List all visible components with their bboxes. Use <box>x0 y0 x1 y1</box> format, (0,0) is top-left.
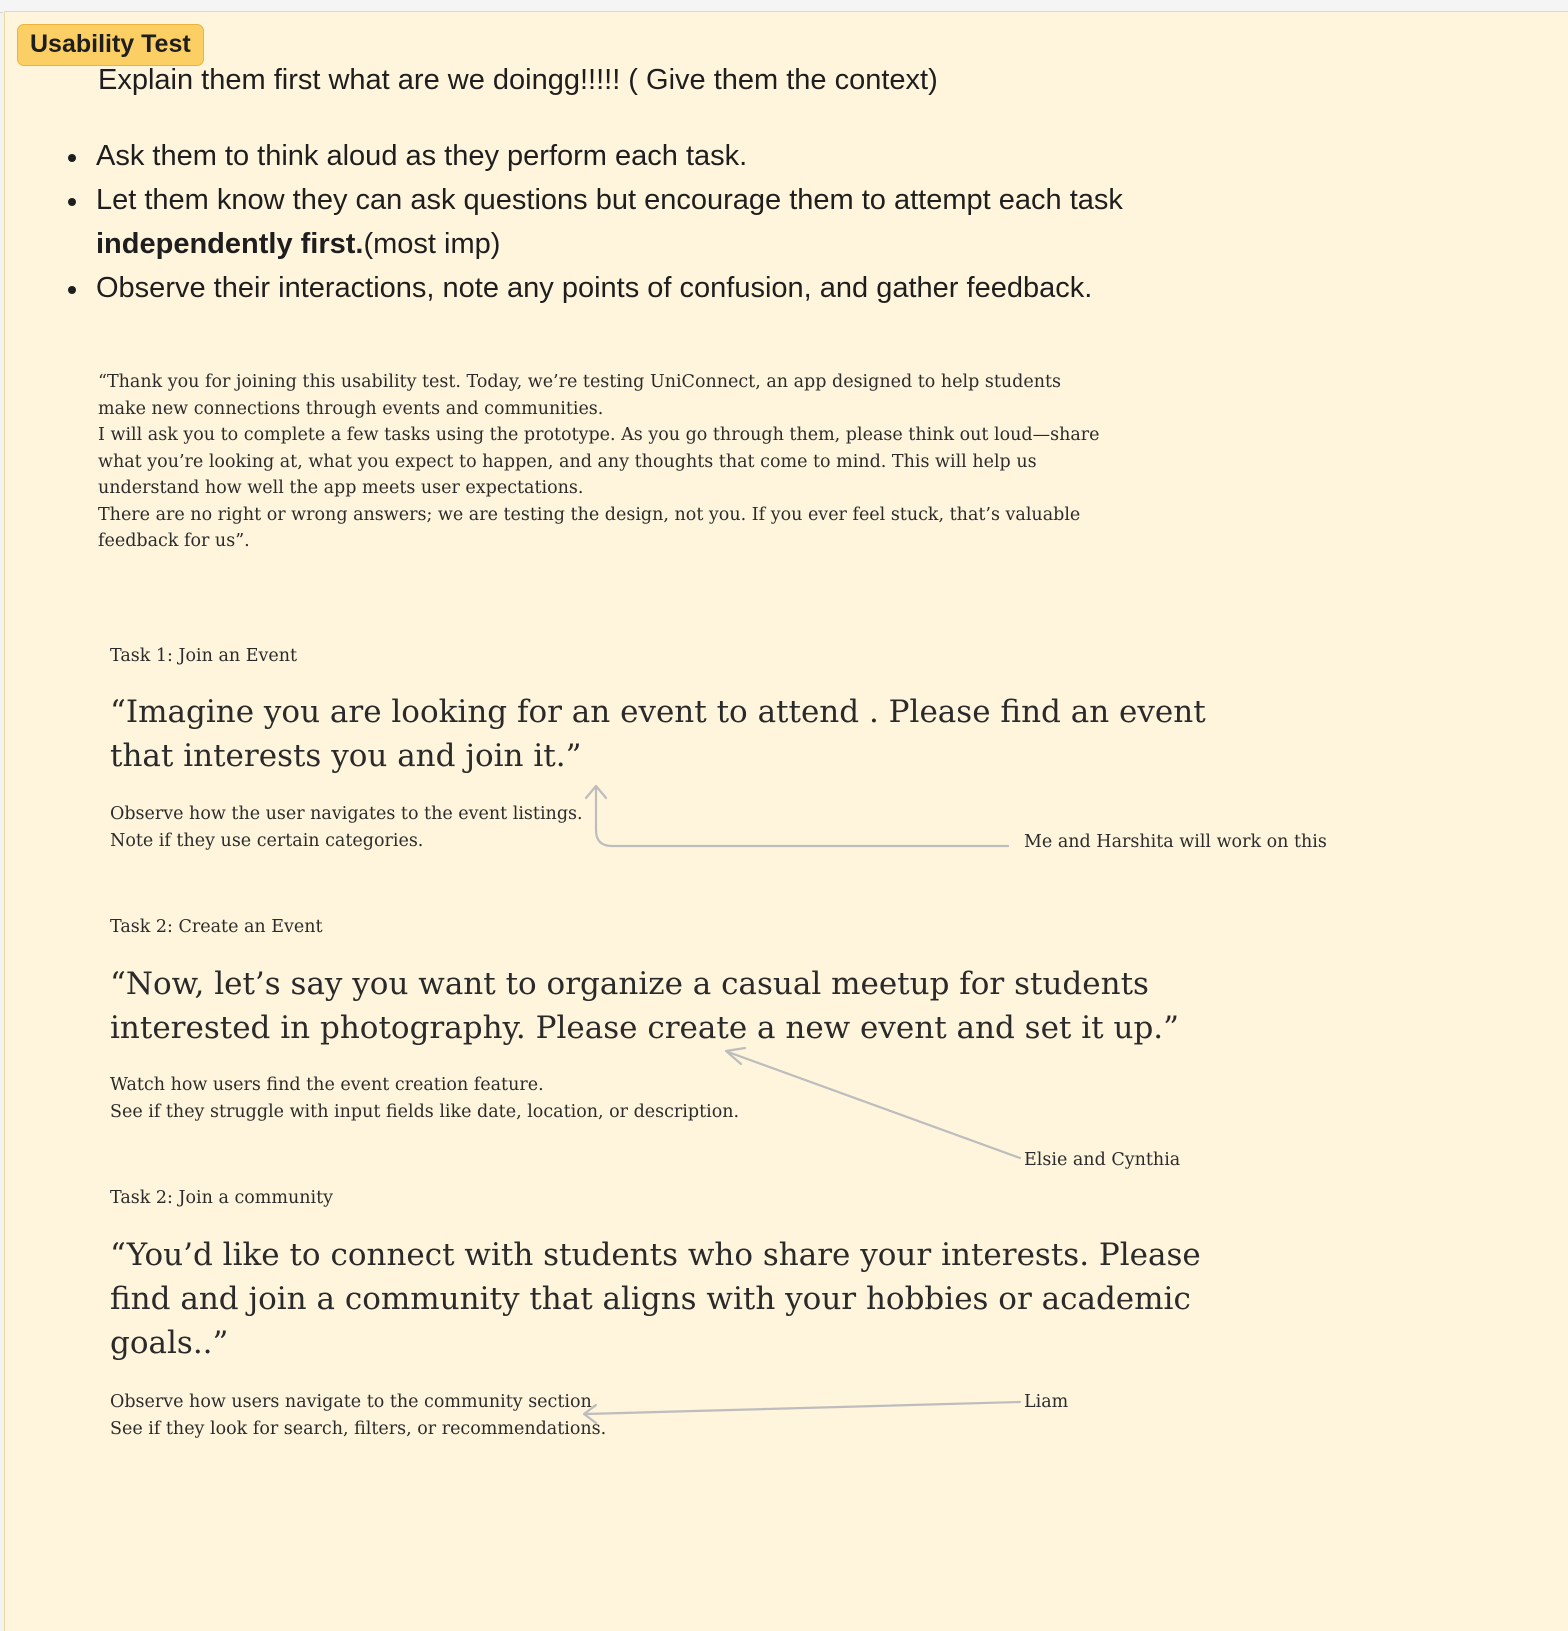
task-3-quote[interactable] <box>110 1233 1201 1365</box>
script-line: what you’re looking at, what you expect to happen, and any thoughts that come to mind. This will help us <box>98 451 1037 472</box>
script-line: There are no right or wrong answers; we are testing the design, not you. If you ever feel stuck, that’s valuable <box>98 504 1081 525</box>
task-quote-line: interested in photography. Please create a new event and set it up.” <box>110 1010 1179 1046</box>
bullet-item <box>62 134 1262 178</box>
script-line: I will ask you to complete a few tasks using the prototype. As you go through them, please think out loud—share <box>98 425 1100 445</box>
bullet-dot-icon <box>68 154 76 162</box>
task-3-notes[interactable] <box>110 1389 606 1442</box>
task-2-notes[interactable] <box>110 1072 739 1125</box>
bullet-dot-icon <box>68 198 76 206</box>
moderator-script-text[interactable] <box>98 369 1100 555</box>
task-1-label[interactable]: Task 1: Join an Event <box>110 646 298 666</box>
task-1-quote[interactable] <box>110 690 1206 778</box>
bullet-text: Ask them to think aloud as they perform each task. <box>96 140 748 172</box>
bullet-text: Observe their interactions, note any points of confusion, and gather feedback. <box>96 272 1093 304</box>
bullet-item <box>62 266 1262 310</box>
task-note-line: See if they struggle with input fields like date, location, or description. <box>110 1101 740 1122</box>
task-2-label[interactable]: Task 2: Create an Event <box>110 917 323 937</box>
bullet-bold-text: independently first. <box>96 228 364 260</box>
instruction-bullet-list[interactable] <box>62 134 1262 310</box>
task-2-assignee[interactable]: Elsie and Cynthia <box>1024 1150 1181 1170</box>
task-quote-line: “Imagine you are looking for an event to attend . Please find an event <box>110 694 1206 730</box>
task-3-label[interactable]: Task 2: Join a community <box>110 1188 334 1208</box>
task-note-line: Observe how users navigate to the community section. <box>110 1392 598 1412</box>
task-note-line: Note if they use certain categories. <box>110 830 424 851</box>
bullet-text: Let them know they can ask questions but encourage them to attempt each task <box>96 184 1123 216</box>
task-quote-line: “Now, let’s say you want to organize a casual meetup for students <box>110 966 1149 1002</box>
task-quote-line: “You’d like to connect with students who share your interests. Please <box>110 1237 1201 1273</box>
section-title-tag[interactable]: Usability Test <box>17 24 204 66</box>
bullet-item <box>62 178 1262 266</box>
script-line: feedback for us”. <box>98 531 250 551</box>
task-note-line: Watch how users find the event creation feature. <box>110 1075 544 1095</box>
task-note-line: See if they look for search, filters, or recommendations. <box>110 1418 607 1439</box>
task-3-assignee[interactable]: Liam <box>1024 1392 1069 1412</box>
task-quote-line: find and join a community that aligns with your hobbies or academic <box>110 1281 1191 1317</box>
script-line: “Thank you for joining this usability test. Today, we’re testing UniConnect, an app designed to help students <box>98 372 1061 392</box>
task-quote-line: goals..” <box>110 1325 229 1361</box>
intro-heading[interactable]: Explain them first what are we doingg!!!!! ( Give them the context) <box>98 64 938 96</box>
bullet-dot-icon <box>68 286 76 294</box>
task-quote-line: that interests you and join it.” <box>110 738 582 774</box>
task-2-quote[interactable] <box>110 962 1179 1050</box>
task-note-line: Observe how the user navigates to the event listings. <box>110 804 583 824</box>
script-line: understand how well the app meets user expectations. <box>98 478 584 498</box>
bullet-suffix-text: (most imp) <box>363 228 501 260</box>
task-1-notes[interactable] <box>110 801 583 854</box>
script-line: make new connections through events and communities. <box>98 398 604 419</box>
task-1-assignee[interactable]: Me and Harshita will work on this <box>1024 832 1327 852</box>
